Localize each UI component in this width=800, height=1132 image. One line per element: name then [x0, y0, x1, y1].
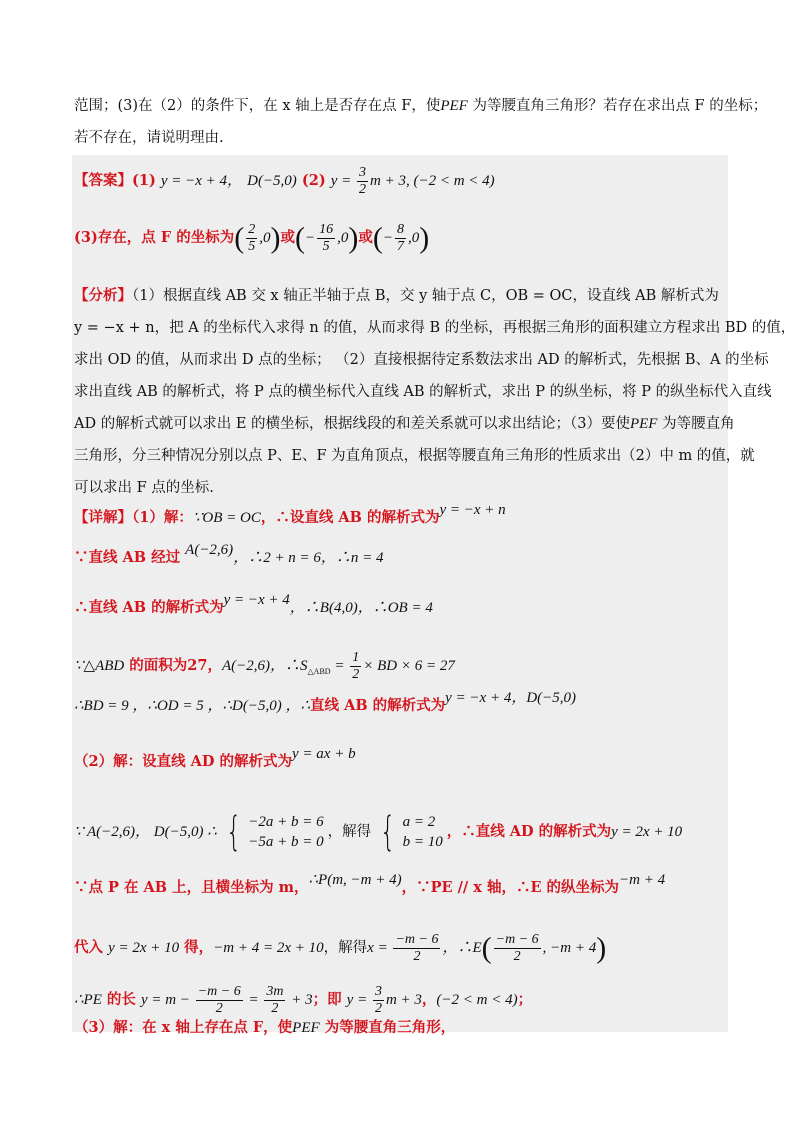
detail-11-after: 为等腰直角三角形，: [319, 1019, 456, 1036]
detail-1-m2: y = −x + n: [439, 502, 506, 518]
answer-part3-prefix: (3)存在，点 F 的坐标为: [74, 228, 235, 246]
detail-2-m: A(−2,6): [185, 542, 234, 558]
detail-line-7: [74, 809, 683, 855]
coord-3: (− $\frac{8}{7}$ ,0): [372, 221, 430, 255]
detail-3-m2: ，∴B(4,0)，∴OB = 4: [289, 600, 433, 616]
detail-1-b: ，∴设直线 AB 的解析式为: [260, 509, 440, 526]
question-text: 范围；(3)在（2）的条件下，在 x 轴上是否存在点 F，使: [74, 98, 441, 114]
detail-11-text: （3）解：在 x 轴上存在点 F，使: [74, 1019, 293, 1036]
analysis-text-7: 可以求出 F 点的坐标.: [74, 480, 214, 496]
detail-10-m6: m + 3: [385, 991, 422, 1008]
detail-7-m: ∵ A(−2,6)， D(−5,0) ∴: [74, 824, 217, 840]
answer-part2-prefix: (2): [301, 171, 331, 189]
analysis-line-5: [74, 414, 735, 434]
detail-9-m5: , −m + 4: [542, 939, 597, 956]
answer-part1-d: D(−5,0): [247, 172, 297, 189]
detail-10-d: ；: [517, 990, 533, 1008]
detail-7-m2: y = 2x + 10: [611, 824, 683, 840]
analysis-line-3: [74, 350, 769, 370]
triangle-pef: PEF: [440, 98, 468, 114]
detail-8-m: ∴P(m, −m + 4): [308, 872, 402, 888]
frac-num: −m − 6: [395, 932, 439, 947]
analysis-text-6: 三角形，分三种情况分别以点 P、E、F 为直角顶点，根据等腰直角三角形的性质求出（2）中 m 的值，就: [74, 448, 755, 464]
answer-line-1: [74, 165, 495, 198]
detail-4-m2c: × BD × 6 = 27: [363, 657, 455, 674]
analysis-line-6: [74, 446, 755, 466]
question-text-cont: 为等腰直角三角形？若存在求出点 F 的坐标；: [467, 98, 768, 114]
frac-num: 1: [352, 650, 360, 665]
detail-9-m2: −m + 4 = 2x + 10: [213, 939, 324, 956]
eq-row: b = 10: [402, 834, 443, 850]
frac-num: −m − 6: [495, 932, 539, 947]
frac-den: 2: [359, 182, 367, 197]
detail-9-b: 得，: [179, 938, 214, 956]
equation-system-1: { −2a + b = 6 −5a + b = 0: [225, 809, 324, 855]
detail-4-m2a: ，∴S: [270, 657, 308, 674]
frac-den: 2: [271, 1001, 279, 1016]
answer-part2-math: [330, 165, 495, 197]
frac-den: 7: [396, 239, 404, 254]
detail-6-a: （2）解：设直线 AD 的解析式为: [74, 753, 293, 770]
answer-part1-math: y = −x + 4，: [160, 172, 243, 189]
analysis-line-4: [74, 382, 772, 402]
eq-row: −2a + b = 6: [248, 814, 324, 830]
analysis-line-7: [74, 478, 214, 498]
detail-8-m2: −m + 4: [619, 872, 666, 888]
detail-10-m2: y = m −: [140, 991, 194, 1008]
detail-10-m5: y =: [346, 991, 371, 1008]
coord-1: ( $\frac{2}{5}$ ,0): [234, 221, 281, 255]
analysis-line-2: [74, 318, 795, 338]
detail-line-5: [74, 690, 577, 716]
detail-3-m: y = −x + 4: [223, 592, 290, 608]
detail-1-a: （1）解：: [132, 509, 193, 526]
coord-2: (− $\frac{16}{5}$ ,0): [294, 221, 359, 255]
frac-num: 2: [248, 222, 256, 237]
question-text-2: 若不存在，请说明理由.: [74, 130, 224, 146]
solve-text: ，解得: [327, 824, 372, 840]
detail-10-m7: (−2 < m < 4): [436, 991, 518, 1008]
frac-num: 8: [396, 222, 404, 237]
detail-line-4: [74, 650, 455, 683]
detail-4-a: ∵△ABD: [74, 657, 125, 674]
detail-line-9: [74, 932, 606, 965]
detail-9-m3: x =: [367, 939, 392, 956]
detail-10-m4: + 3: [287, 991, 313, 1008]
triangle-pef: PEF: [292, 1020, 320, 1036]
detail-7-b: ，∴直线 AD 的解析式为: [446, 823, 612, 840]
detail-10-m: ∴PE: [74, 991, 102, 1008]
detail-5-m: ∴BD = 9 ，∴OD = 5 ，∴D(−5,0) ，∴: [74, 698, 311, 714]
detail-line-3: [74, 592, 433, 618]
analysis-label: 【分析】: [74, 287, 132, 304]
detail-10-b: ；即: [312, 990, 347, 1008]
detail-1-m: ∵OB = OC: [192, 510, 261, 526]
frac-den: 2: [513, 949, 521, 964]
frac-den: 2: [215, 1001, 223, 1016]
detail-10-c: ，: [421, 990, 437, 1008]
analysis-line-1: [74, 286, 719, 306]
detail-10-result: [346, 984, 422, 1016]
detail-line-2: [74, 542, 384, 568]
detail-8-a: ∵点 P 在 AB 上，且横坐标为 m，: [74, 879, 309, 896]
question-line-2: [74, 128, 224, 148]
frac-num: 3: [359, 165, 367, 180]
detail-line-8: [74, 872, 666, 898]
frac-den: 2: [352, 667, 360, 682]
eq-row: −5a + b = 0: [248, 834, 324, 850]
detail-4-m: A(−2,6): [221, 657, 271, 674]
detail-10-m3: =: [244, 991, 263, 1008]
analysis-text-2: y = −x + n，把 A 的坐标代入求得 n 的值，从而求得 B 的坐标，再根据三角形的面积建立方程求出 BD 的值，: [74, 320, 796, 336]
detail-9-c: ，解得: [323, 939, 368, 956]
or-text: 或: [280, 228, 295, 246]
triangle-pef: PEF: [629, 416, 658, 432]
detail-label: 【详解】: [74, 509, 132, 526]
analysis-text-5: AD 的解析式就可以求出 E 的横坐标，根据线段的和差关系就可以求出结论；（3）要使: [74, 416, 630, 432]
detail-4-area: [270, 650, 455, 682]
frac-den: 2: [413, 949, 421, 964]
equation-system-2: { a = 2 b = 10: [380, 809, 443, 855]
detail-9-solution: x = $\frac{-m - 6}{2}$ ，∴E( $\frac{-m - 6}{2}$ , −m + 4): [367, 931, 607, 965]
question-line-1: [74, 96, 767, 116]
detail-10-length: [140, 984, 313, 1016]
answer-part2-math-a: y =: [330, 172, 356, 189]
detail-5-a: 直线 AB 的解析式为: [310, 697, 446, 714]
frac-den: 2: [374, 1001, 382, 1016]
frac-den: 5: [248, 239, 256, 254]
frac-num: 3m: [266, 984, 284, 999]
analysis-text-4: 求出直线 AB 的解析式，将 P 点的横坐标代入直线 AB 的解析式，求出 P 的纵坐标，将 P 的纵坐标代入直线: [74, 384, 772, 400]
or-text: 或: [358, 228, 373, 246]
answer-line-2: [74, 222, 429, 255]
analysis-text-3: 求出 OD 的值，从而求出 D 点的坐标； （2）直接根据待定系数法求出 AD 的解析式，先根据 B、A 的坐标: [74, 352, 769, 368]
detail-2-a: ∵直线 AB 经过: [74, 549, 186, 566]
detail-5-m2: y = −x + 4，D(−5,0): [445, 690, 577, 706]
analysis-text-5b: 为等腰直角: [657, 416, 735, 432]
detail-9-a: 代入: [74, 938, 109, 956]
eq-row: a = 2: [402, 814, 436, 830]
detail-line-6: [74, 746, 356, 772]
frac-num: 3: [374, 984, 382, 999]
answer-part2-math-b: m + 3, (−2 < m < 4): [370, 172, 495, 189]
detail-6-m: y = ax + b: [292, 746, 356, 762]
analysis-text-1: （1）根据直线 AB 交 x 轴正半轴于点 B，交 y 轴于点 C，OB = OC，设直线 AB 解析式为: [132, 288, 719, 304]
detail-9-m: y = 2x + 10: [108, 939, 180, 956]
detail-line-1: [74, 502, 506, 528]
detail-line-10: [74, 984, 532, 1017]
detail-9-m4: ，∴E: [442, 939, 482, 956]
answer-part1-prefix: (1): [132, 171, 161, 189]
detail-4-sub: △ABD: [307, 666, 331, 676]
detail-8-b: ，∵PE // x 轴，∴E 的纵坐标为: [401, 879, 620, 896]
detail-4-m2b: =: [330, 657, 349, 674]
frac-num: 16: [319, 222, 334, 237]
frac-num: −m − 6: [197, 984, 241, 999]
detail-3-a: ∴直线 AB 的解析式为: [74, 599, 224, 616]
answer-label: 【答案】: [74, 171, 132, 189]
detail-10-a: 的长: [101, 990, 141, 1008]
detail-4-b: 的面积为27，: [124, 656, 222, 674]
detail-line-11: [74, 1018, 455, 1038]
detail-2-m2: ，∴2 + n = 6，∴n = 4: [233, 550, 384, 566]
frac-den: 5: [322, 239, 330, 254]
